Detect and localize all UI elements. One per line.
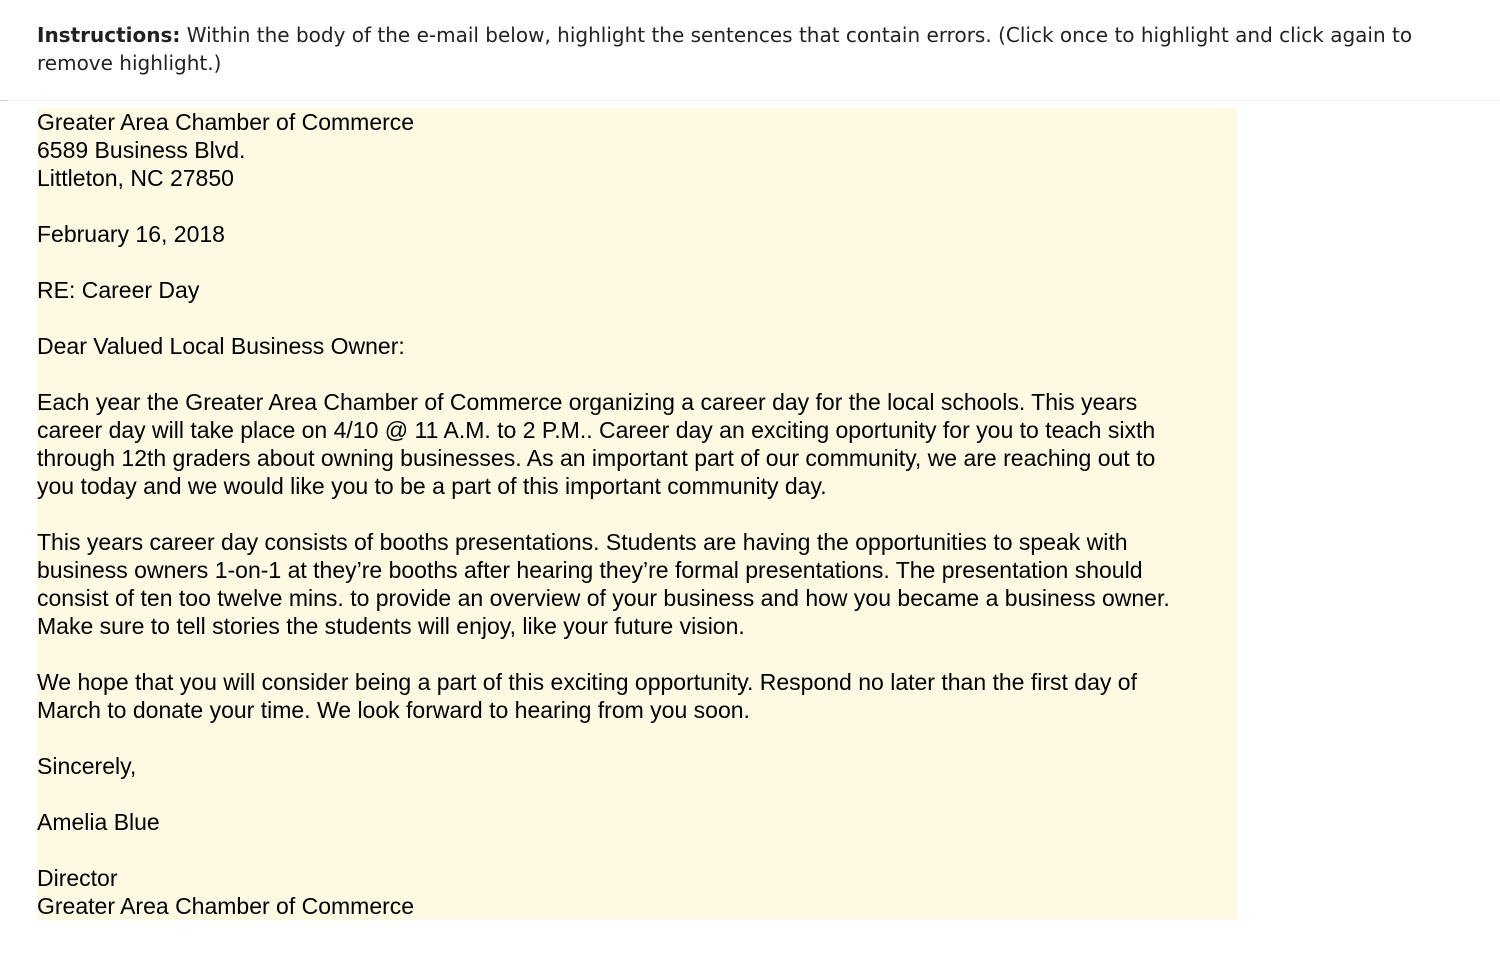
signer-organization[interactable]: Greater Area Chamber of Commerce [37, 893, 415, 919]
paragraph-line[interactable]: you today and we would like you to be a part of this important community day. [37, 473, 827, 499]
paragraph-line[interactable]: consist of ten too twelve mins. to provide an overview of your business and how you became a business owner. [37, 585, 1170, 611]
paragraph-line[interactable]: Make sure to tell stories the students will enjoy, like your future vision. [37, 613, 745, 639]
spacer [37, 724, 1237, 752]
letter-closing[interactable]: Sincerely, [37, 753, 137, 779]
instructions [37, 21, 1477, 77]
instructions-text-continued: remove highlight.) [37, 51, 222, 75]
paragraph-line[interactable]: through 12th graders about owning businesses. As an important part of our community, we are reaching out to [37, 445, 1156, 471]
paragraph-1 [37, 388, 1237, 500]
signer-name[interactable]: Amelia Blue [37, 809, 160, 835]
spacer [37, 836, 1237, 864]
sender-line[interactable]: Littleton, NC 27850 [37, 165, 234, 191]
sender-line[interactable]: Greater Area Chamber of Commerce [37, 109, 415, 135]
paragraph-line[interactable]: This years career day consists of booths presentations. Students are having the opportunities to speak with [37, 529, 1128, 555]
spacer [37, 304, 1237, 332]
spacer [37, 248, 1237, 276]
paragraph-line[interactable]: career day will take place on 4/10 @ 11 A.M. to 2 P.M.. Career day an exciting oportunity for you to teach sixth [37, 417, 1156, 443]
paragraph-3 [37, 668, 1237, 724]
spacer [37, 640, 1237, 668]
paragraph-line[interactable]: We hope that you will consider being a part of this exciting opportunity. Respond no later than the first day of [37, 669, 1137, 695]
sender-line[interactable]: 6589 Business Blvd. [37, 137, 246, 163]
paragraph-line[interactable]: business owners 1-on-1 at they’re booths after hearing they’re formal presentations. The presentation should [37, 557, 1143, 583]
paragraph-line[interactable]: Each year the Greater Area Chamber of Commerce organizing a career day for the local schools. This years [37, 389, 1138, 415]
instructions-text: Within the body of the e-mail below, highlight the sentences that contain errors. (Click once to highlight and click again to [180, 23, 1413, 47]
divider [0, 100, 1500, 101]
signer-title[interactable]: Director [37, 865, 118, 891]
spacer [37, 500, 1237, 528]
paragraph-2 [37, 528, 1237, 640]
divider-tick [0, 100, 8, 101]
spacer [37, 360, 1237, 388]
letter-date[interactable]: February 16, 2018 [37, 221, 225, 247]
instructions-label: Instructions: [37, 23, 181, 47]
spacer [37, 780, 1237, 808]
spacer [37, 192, 1237, 220]
email-body [37, 108, 1237, 920]
paragraph-line[interactable]: March to donate your time. We look forward to hearing from you soon. [37, 697, 750, 723]
letter-subject[interactable]: RE: Career Day [37, 277, 200, 303]
letter-greeting[interactable]: Dear Valued Local Business Owner: [37, 333, 405, 359]
